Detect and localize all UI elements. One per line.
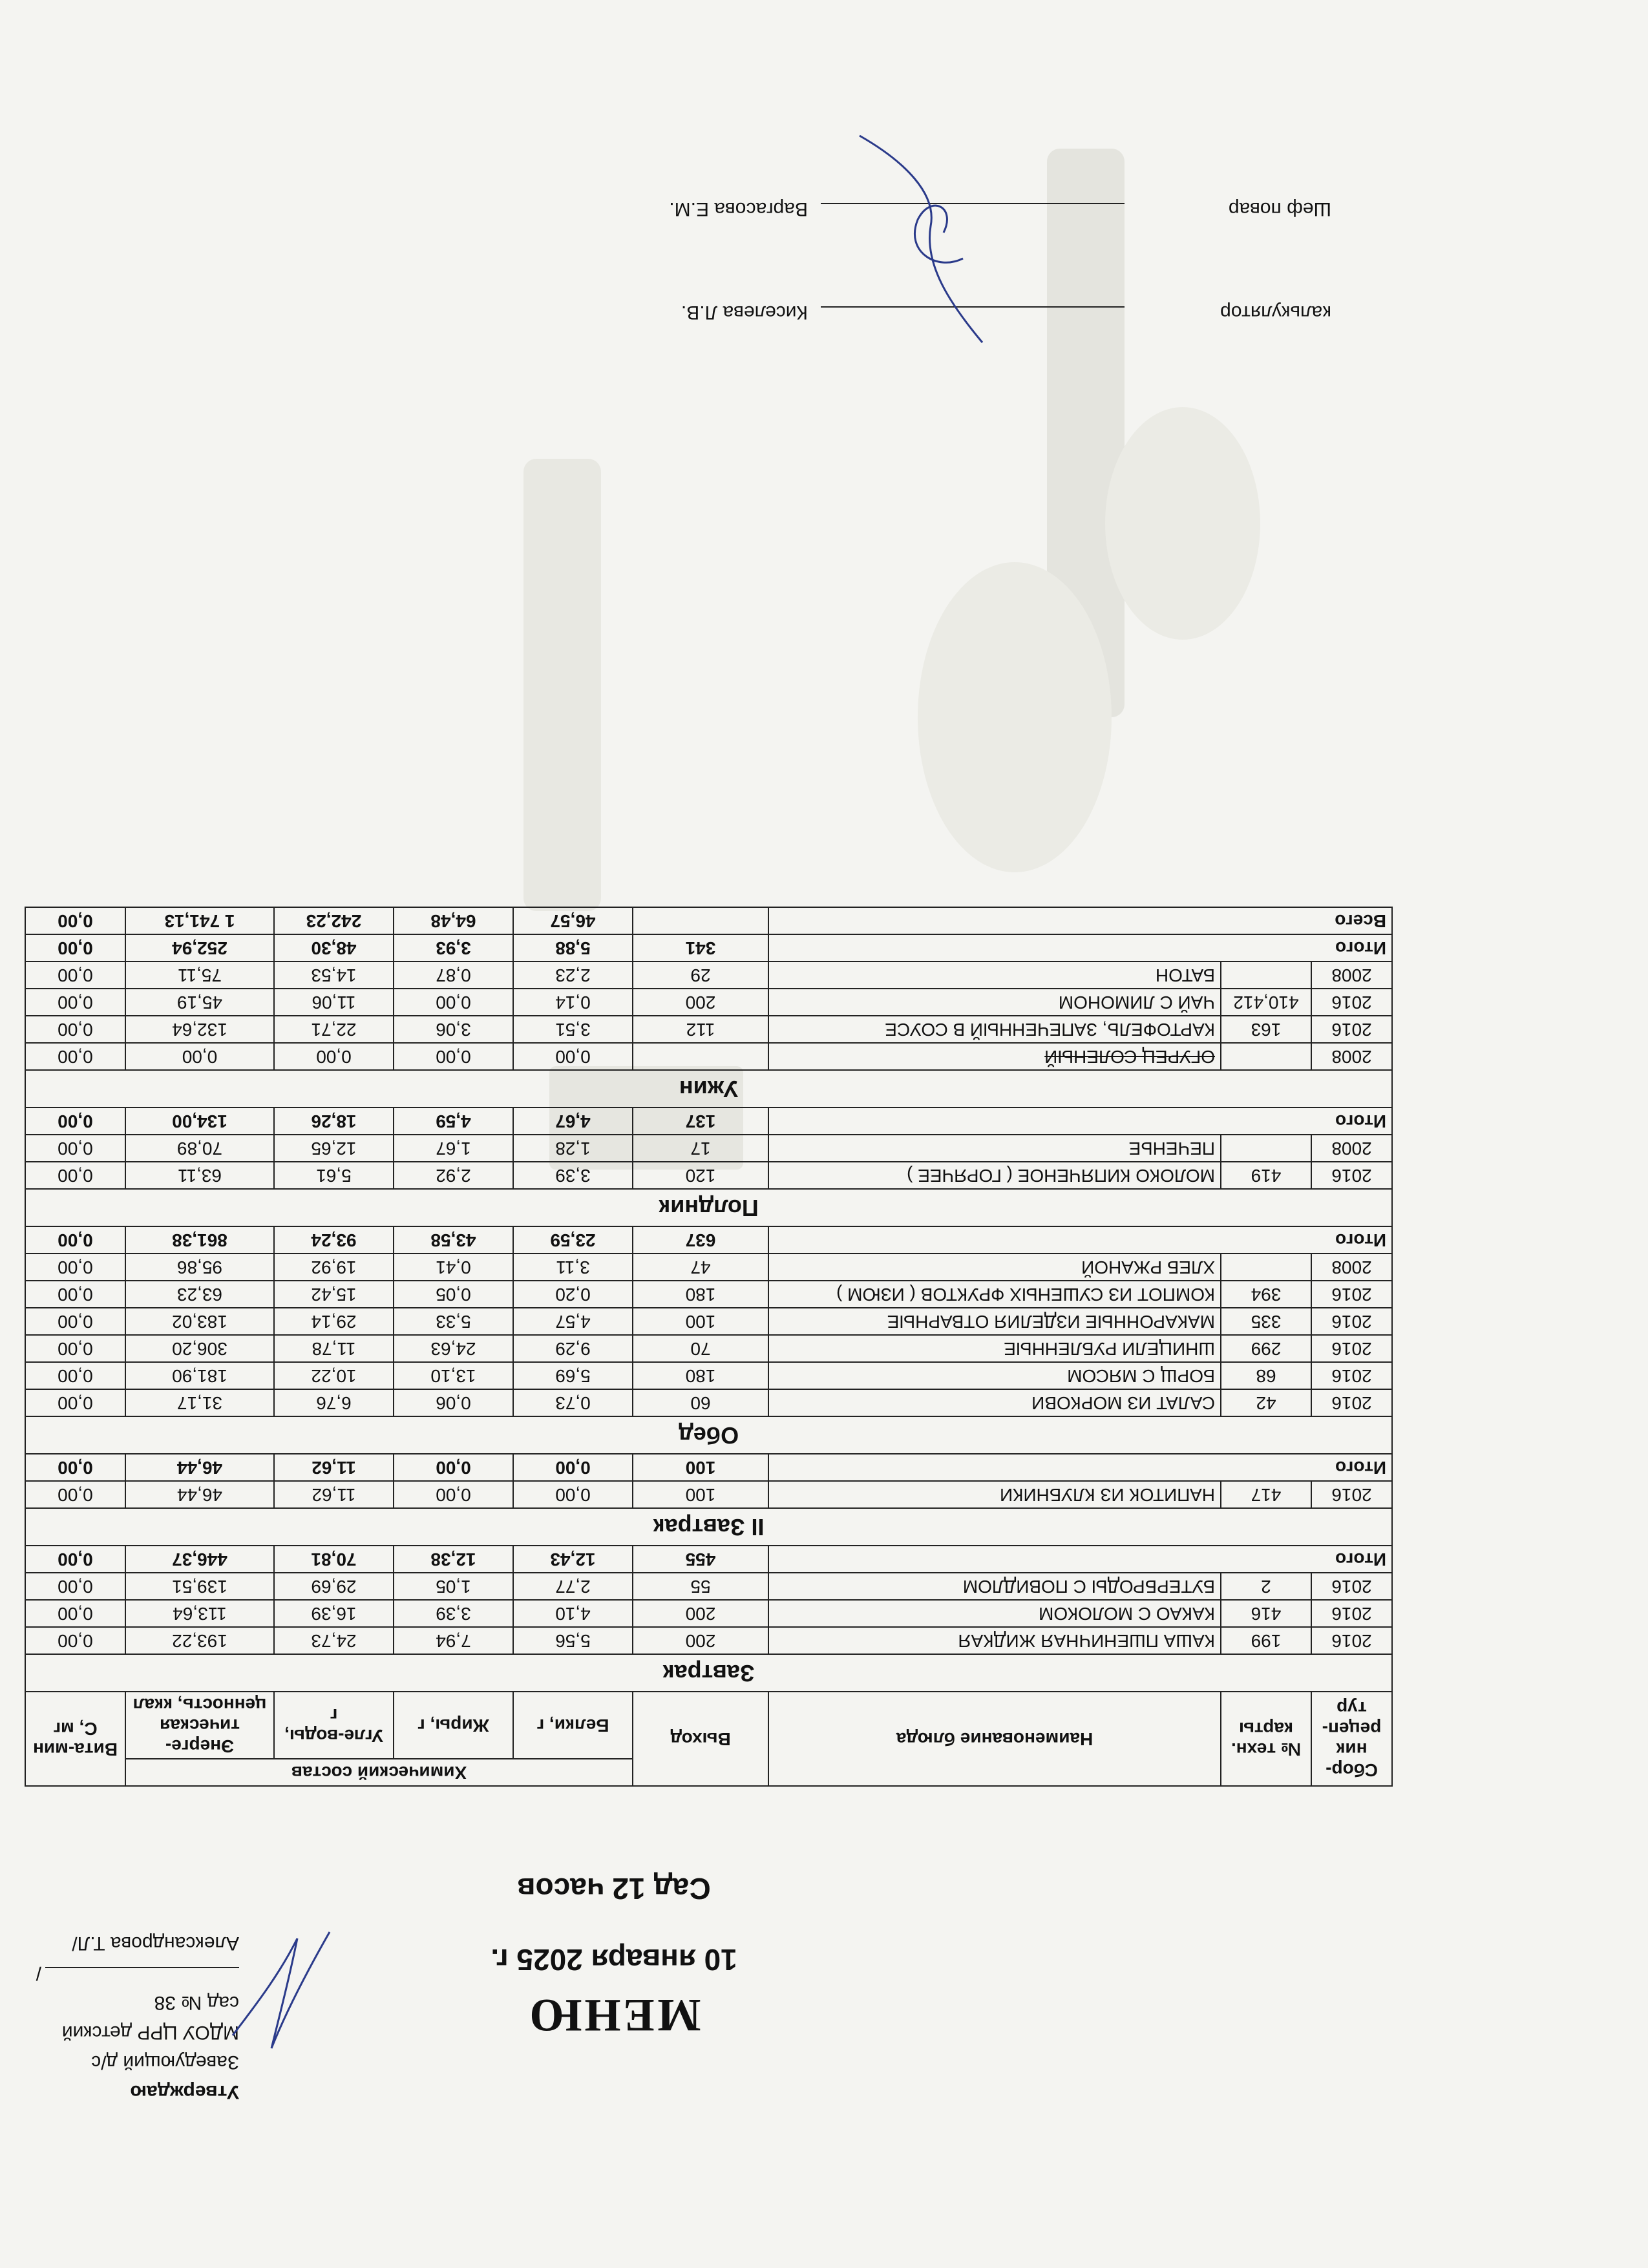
cell-yield: 120 bbox=[633, 1162, 768, 1189]
meal-title: Ужин bbox=[25, 1070, 1392, 1108]
cell-protein: 5,69 bbox=[513, 1362, 633, 1389]
cell-fat: 1,05 bbox=[394, 1573, 513, 1600]
cell-carbs: 6,76 bbox=[274, 1389, 394, 1416]
cell-carbs: 11,78 bbox=[274, 1335, 394, 1362]
cell-card: 163 bbox=[1221, 1016, 1311, 1043]
cell-dish: БАТОН bbox=[768, 961, 1221, 989]
cell-carbs: 11,62 bbox=[274, 1481, 394, 1508]
cell-energy: 70,89 bbox=[125, 1135, 274, 1162]
total-cell-carbs: 48,30 bbox=[274, 934, 394, 961]
cell-yield bbox=[633, 1043, 768, 1070]
cell-book: 2016 bbox=[1311, 1481, 1392, 1508]
grand-total-label: Всего bbox=[768, 907, 1392, 934]
cell-dish: КАРТОФЕЛЬ, ЗАПЕЧЕННЫЙ В СОУСЕ bbox=[768, 1016, 1221, 1043]
total-cell-protein: 23,59 bbox=[513, 1226, 633, 1254]
subtotal-row bbox=[25, 1108, 1392, 1135]
cell-dish: БОРЩ С МЯСОМ bbox=[768, 1362, 1221, 1389]
meal-title: Завтрак bbox=[25, 1654, 1392, 1692]
dish-row bbox=[25, 1162, 1392, 1189]
header-energy: Энерге-тическая ценность, ккал bbox=[125, 1692, 274, 1759]
approval-position: Заведующий д/с bbox=[91, 2052, 239, 2073]
signer-role: Шеф повар bbox=[1228, 198, 1331, 220]
cell-fat: 0,00 bbox=[394, 1481, 513, 1508]
subtotal-label: Итого bbox=[768, 1108, 1392, 1135]
cell-dish: МАКАРОННЫЕ ИЗДЕЛИЯ ОТВАРНЫЕ bbox=[768, 1308, 1221, 1335]
cell-card: 68 bbox=[1221, 1362, 1311, 1389]
cell-book: 2008 bbox=[1311, 1254, 1392, 1281]
cell-book: 2008 bbox=[1311, 961, 1392, 989]
signer-row bbox=[681, 301, 1331, 323]
meal-header-row bbox=[25, 1508, 1392, 1546]
cell-energy: 63,11 bbox=[125, 1162, 274, 1189]
cell-yield: 180 bbox=[633, 1281, 768, 1308]
cell-vitamin: 0,00 bbox=[25, 1481, 125, 1508]
total-cell-protein: 0,00 bbox=[513, 1454, 633, 1481]
signer-role: калькулятор bbox=[1220, 302, 1331, 323]
cell-energy: 306,20 bbox=[125, 1335, 274, 1362]
total-cell-energy: 134,00 bbox=[125, 1108, 274, 1135]
cell-book: 2008 bbox=[1311, 1043, 1392, 1070]
cell-dish: САЛАТ ИЗ МОРКОВИ bbox=[768, 1389, 1221, 1416]
total-cell-vitamin: 0,00 bbox=[25, 934, 125, 961]
cell-vitamin: 0,00 bbox=[25, 1281, 125, 1308]
cell-fat: 0,00 bbox=[394, 1043, 513, 1070]
cell-card bbox=[1221, 1135, 1311, 1162]
cell-vitamin: 0,00 bbox=[25, 961, 125, 989]
header-row bbox=[25, 1759, 1392, 1786]
total-cell-protein: 12,43 bbox=[513, 1546, 633, 1573]
dish-row bbox=[25, 1600, 1392, 1627]
header-yield: Выход bbox=[633, 1692, 768, 1786]
cell-energy: 193,22 bbox=[125, 1627, 274, 1654]
cell-dish: МОЛОКО КИПЯЧЕНОЕ ( ГОРЯЧЕЕ ) bbox=[768, 1162, 1221, 1189]
cell-protein: 4,10 bbox=[513, 1600, 633, 1627]
total-cell-fat: 12,38 bbox=[394, 1546, 513, 1573]
cell-card bbox=[1221, 1043, 1311, 1070]
menu-group: Сад 12 часов bbox=[517, 1872, 711, 1906]
header-chemical: Химический состав bbox=[125, 1759, 633, 1786]
cell-dish: БУТЕРБРОДЫ С ПОВИДЛОМ bbox=[768, 1573, 1221, 1600]
cell-energy: 45,19 bbox=[125, 989, 274, 1016]
cell-carbs: 22,71 bbox=[274, 1016, 394, 1043]
cell-carbs: 19,92 bbox=[274, 1254, 394, 1281]
cell-protein: 2,23 bbox=[513, 961, 633, 989]
subtotal-row bbox=[25, 1226, 1392, 1254]
cell-fat: 0,06 bbox=[394, 1389, 513, 1416]
total-cell-energy: 46,44 bbox=[125, 1454, 274, 1481]
cell-vitamin: 0,00 bbox=[25, 1308, 125, 1335]
total-cell-yield: 137 bbox=[633, 1108, 768, 1135]
cell-carbs: 24,73 bbox=[274, 1627, 394, 1654]
dish-row bbox=[25, 1135, 1392, 1162]
cell-vitamin: 0,00 bbox=[25, 1254, 125, 1281]
cell-vitamin: 0,00 bbox=[25, 1362, 125, 1389]
total-cell-vitamin: 0,00 bbox=[25, 1454, 125, 1481]
cell-protein: 2,77 bbox=[513, 1573, 633, 1600]
total-cell-fat: 0,00 bbox=[394, 1454, 513, 1481]
cell-fat: 0,00 bbox=[394, 989, 513, 1016]
dish-row bbox=[25, 1043, 1392, 1070]
cell-energy: 132,64 bbox=[125, 1016, 274, 1043]
cell-fat: 1,67 bbox=[394, 1135, 513, 1162]
cell-energy: 95,86 bbox=[125, 1254, 274, 1281]
page-title: МЕНЮ bbox=[527, 1990, 701, 2041]
cell-energy: 75,11 bbox=[125, 961, 274, 989]
dish-row bbox=[25, 1389, 1392, 1416]
meal-header-row bbox=[25, 1070, 1392, 1108]
total-cell-vitamin: 0,00 bbox=[25, 1108, 125, 1135]
cell-fat: 2,92 bbox=[394, 1162, 513, 1189]
cell-yield: 47 bbox=[633, 1254, 768, 1281]
grand-cell-carbs: 242,23 bbox=[274, 907, 394, 934]
cell-protein: 3,51 bbox=[513, 1016, 633, 1043]
header-fat: Жиры, г bbox=[394, 1692, 513, 1759]
approval-signature-line bbox=[45, 1967, 239, 1968]
subtotal-label: Итого bbox=[768, 1454, 1392, 1481]
total-cell-fat: 4,59 bbox=[394, 1108, 513, 1135]
cell-carbs: 5,61 bbox=[274, 1162, 394, 1189]
meal-header-row bbox=[25, 1189, 1392, 1226]
cell-vitamin: 0,00 bbox=[25, 989, 125, 1016]
approval-signature-icon bbox=[220, 1919, 343, 2055]
cell-fat: 0,87 bbox=[394, 961, 513, 989]
cell-fat: 0,41 bbox=[394, 1254, 513, 1281]
cell-card: 410,412 bbox=[1221, 989, 1311, 1016]
cell-fat: 24,63 bbox=[394, 1335, 513, 1362]
total-cell-yield: 455 bbox=[633, 1546, 768, 1573]
total-cell-vitamin: 0,00 bbox=[25, 1226, 125, 1254]
cell-yield: 200 bbox=[633, 1627, 768, 1654]
dish-row bbox=[25, 1254, 1392, 1281]
total-cell-fat: 3,93 bbox=[394, 934, 513, 961]
cell-book: 2016 bbox=[1311, 1389, 1392, 1416]
cell-vitamin: 0,00 bbox=[25, 1573, 125, 1600]
total-cell-carbs: 18,26 bbox=[274, 1108, 394, 1135]
cell-dish: ШНИЦЕЛИ РУБЛЕННЫЕ bbox=[768, 1335, 1221, 1362]
cell-book: 2016 bbox=[1311, 1335, 1392, 1362]
cell-card: 2 bbox=[1221, 1573, 1311, 1600]
cell-energy: 46,44 bbox=[125, 1481, 274, 1508]
total-cell-energy: 861,38 bbox=[125, 1226, 274, 1254]
header-vitamin: Вита-мин С, мг bbox=[25, 1692, 125, 1786]
cell-protein: 3,11 bbox=[513, 1254, 633, 1281]
cell-dish: КАКАО С МОЛОКОМ bbox=[768, 1600, 1221, 1627]
header-dish: Наименование блюда bbox=[768, 1692, 1221, 1786]
meal-title: Полдник bbox=[25, 1189, 1392, 1226]
cell-energy: 63,23 bbox=[125, 1281, 274, 1308]
cell-energy: 31,17 bbox=[125, 1389, 274, 1416]
meal-header-row bbox=[25, 1654, 1392, 1692]
subtotal-row bbox=[25, 1454, 1392, 1481]
cell-fat: 3,39 bbox=[394, 1600, 513, 1627]
cell-energy: 139,51 bbox=[125, 1573, 274, 1600]
dish-row bbox=[25, 1362, 1392, 1389]
cell-fat: 5,33 bbox=[394, 1308, 513, 1335]
cell-card: 42 bbox=[1221, 1389, 1311, 1416]
cell-carbs: 14,53 bbox=[274, 961, 394, 989]
total-cell-energy: 252,94 bbox=[125, 934, 274, 961]
cell-yield: 180 bbox=[633, 1362, 768, 1389]
grand-cell-protein: 46,57 bbox=[513, 907, 633, 934]
signer-name: Варгасова Е.М. bbox=[669, 198, 808, 220]
cell-card: 335 bbox=[1221, 1308, 1311, 1335]
cell-protein: 0,14 bbox=[513, 989, 633, 1016]
cell-vitamin: 0,00 bbox=[25, 1627, 125, 1654]
cell-card: 417 bbox=[1221, 1481, 1311, 1508]
cell-carbs: 11,06 bbox=[274, 989, 394, 1016]
total-cell-protein: 5,88 bbox=[513, 934, 633, 961]
total-cell-yield: 341 bbox=[633, 934, 768, 961]
approval-organization: МДОУ ЦРР детский сад № 38 bbox=[61, 1992, 239, 2043]
cell-dish: ПЕЧЕНЬЕ bbox=[768, 1135, 1221, 1162]
header-book: Сбор-ник рецеп-тур bbox=[1311, 1692, 1392, 1786]
dish-row bbox=[25, 1481, 1392, 1508]
cell-yield: 200 bbox=[633, 989, 768, 1016]
cell-book: 2016 bbox=[1311, 1627, 1392, 1654]
dish-row bbox=[25, 989, 1392, 1016]
dish-row bbox=[25, 1308, 1392, 1335]
cell-vitamin: 0,00 bbox=[25, 1043, 125, 1070]
cell-card: 416 bbox=[1221, 1600, 1311, 1627]
cell-energy: 183,02 bbox=[125, 1308, 274, 1335]
dish-row bbox=[25, 1335, 1392, 1362]
cell-vitamin: 0,00 bbox=[25, 1335, 125, 1362]
cell-book: 2016 bbox=[1311, 1600, 1392, 1627]
cell-fat: 7,94 bbox=[394, 1627, 513, 1654]
cell-energy: 181,90 bbox=[125, 1362, 274, 1389]
subtotal-label: Итого bbox=[768, 1546, 1392, 1573]
cell-book: 2016 bbox=[1311, 1573, 1392, 1600]
cell-protein: 4,57 bbox=[513, 1308, 633, 1335]
cell-yield: 17 bbox=[633, 1135, 768, 1162]
cell-vitamin: 0,00 bbox=[25, 1162, 125, 1189]
cell-carbs: 0,00 bbox=[274, 1043, 394, 1070]
cell-card: 394 bbox=[1221, 1281, 1311, 1308]
cell-yield: 60 bbox=[633, 1389, 768, 1416]
cell-carbs: 29,14 bbox=[274, 1308, 394, 1335]
cell-energy: 0,00 bbox=[125, 1043, 274, 1070]
subtotal-label: Итого bbox=[768, 1226, 1392, 1254]
cell-vitamin: 0,00 bbox=[25, 1600, 125, 1627]
cell-yield: 100 bbox=[633, 1308, 768, 1335]
cell-fat: 13,10 bbox=[394, 1362, 513, 1389]
total-cell-yield: 637 bbox=[633, 1226, 768, 1254]
cell-card: 199 bbox=[1221, 1627, 1311, 1654]
subtotal-row bbox=[25, 1546, 1392, 1573]
meal-title: II Завтрак bbox=[25, 1508, 1392, 1546]
meal-header-row bbox=[25, 1416, 1392, 1454]
dish-row bbox=[25, 1573, 1392, 1600]
total-cell-fat: 43,58 bbox=[394, 1226, 513, 1254]
cell-carbs: 29,69 bbox=[274, 1573, 394, 1600]
cell-card: 419 bbox=[1221, 1162, 1311, 1189]
subtotal-row bbox=[25, 934, 1392, 961]
cell-book: 2016 bbox=[1311, 1016, 1392, 1043]
menu-table bbox=[25, 907, 1393, 1787]
signer-name: Киселева Л.В. bbox=[681, 302, 808, 323]
cell-carbs: 16,39 bbox=[274, 1600, 394, 1627]
cell-protein: 9,29 bbox=[513, 1335, 633, 1362]
cell-book: 2016 bbox=[1311, 1362, 1392, 1389]
header-card: № техн. карты bbox=[1221, 1692, 1311, 1786]
cell-book: 2016 bbox=[1311, 1162, 1392, 1189]
grand-cell-vitamin: 0,00 bbox=[25, 907, 125, 934]
approval-block bbox=[26, 1928, 239, 2106]
approval-name: /Александрова Т.Л/ bbox=[36, 1933, 239, 1984]
cell-yield: 112 bbox=[633, 1016, 768, 1043]
cell-fat: 3,06 bbox=[394, 1016, 513, 1043]
cell-carbs: 15,42 bbox=[274, 1281, 394, 1308]
cell-dish: ЧАЙ С ЛИМОНОМ bbox=[768, 989, 1221, 1016]
cell-vitamin: 0,00 bbox=[25, 1135, 125, 1162]
cell-yield: 100 bbox=[633, 1481, 768, 1508]
grand-cell-fat: 64,48 bbox=[394, 907, 513, 934]
cell-protein: 5,56 bbox=[513, 1627, 633, 1654]
grand-total-row bbox=[25, 907, 1392, 934]
signer-signature-icon bbox=[840, 123, 1002, 355]
cell-yield: 29 bbox=[633, 961, 768, 989]
cell-protein: 0,00 bbox=[513, 1043, 633, 1070]
cell-card bbox=[1221, 961, 1311, 989]
cell-book: 2016 bbox=[1311, 1281, 1392, 1308]
cell-book: 2016 bbox=[1311, 1308, 1392, 1335]
cell-vitamin: 0,00 bbox=[25, 1389, 125, 1416]
meal-title: Обед bbox=[25, 1416, 1392, 1454]
total-cell-yield: 100 bbox=[633, 1454, 768, 1481]
total-cell-energy: 446,37 bbox=[125, 1546, 274, 1573]
cell-dish: КОМПОТ ИЗ СУШЕНЫХ ФРУКТОВ ( ИЗЮМ ) bbox=[768, 1281, 1221, 1308]
total-cell-carbs: 70,81 bbox=[274, 1546, 394, 1573]
total-cell-vitamin: 0,00 bbox=[25, 1546, 125, 1573]
subtotal-label: Итого bbox=[768, 934, 1392, 961]
dish-row bbox=[25, 1016, 1392, 1043]
cell-book: 2008 bbox=[1311, 1135, 1392, 1162]
cell-card: 299 bbox=[1221, 1335, 1311, 1362]
header-carbs: Угле-воды, г bbox=[274, 1692, 394, 1759]
cell-dish: НАПИТОК ИЗ КЛУБНИКИ bbox=[768, 1481, 1221, 1508]
approval-heading: Утверждаю bbox=[130, 2081, 239, 2103]
cell-protein: 0,00 bbox=[513, 1481, 633, 1508]
cell-yield: 55 bbox=[633, 1573, 768, 1600]
cell-book: 2016 bbox=[1311, 989, 1392, 1016]
cell-protein: 0,73 bbox=[513, 1389, 633, 1416]
total-cell-carbs: 11,62 bbox=[274, 1454, 394, 1481]
total-cell-protein: 4,67 bbox=[513, 1108, 633, 1135]
cell-energy: 113,64 bbox=[125, 1600, 274, 1627]
cell-vitamin: 0,00 bbox=[25, 1016, 125, 1043]
dish-row bbox=[25, 1627, 1392, 1654]
cell-card bbox=[1221, 1254, 1311, 1281]
dish-row bbox=[25, 1281, 1392, 1308]
cell-protein: 1,28 bbox=[513, 1135, 633, 1162]
header-protein: Белки, г bbox=[513, 1692, 633, 1759]
cell-carbs: 10,22 bbox=[274, 1362, 394, 1389]
dish-row bbox=[25, 961, 1392, 989]
cell-carbs: 12,65 bbox=[274, 1135, 394, 1162]
cell-protein: 0,20 bbox=[513, 1281, 633, 1308]
menu-body bbox=[25, 907, 1392, 1692]
cell-fat: 0,05 bbox=[394, 1281, 513, 1308]
grand-cell-yield bbox=[633, 907, 768, 934]
grand-cell-energy: 1 741,13 bbox=[125, 907, 274, 934]
menu-date: 10 января 2025 г. bbox=[491, 1943, 737, 1977]
total-cell-carbs: 93,24 bbox=[274, 1226, 394, 1254]
cell-yield: 70 bbox=[633, 1335, 768, 1362]
cell-dish: ХЛЕБ РЖАНОЙ bbox=[768, 1254, 1221, 1281]
cell-yield: 200 bbox=[633, 1600, 768, 1627]
cell-dish: КАША ПШЕНИЧНАЯ ЖИДКАЯ bbox=[768, 1627, 1221, 1654]
cell-dish: ОГУРЕЦ СОЛЕНЫЙ bbox=[768, 1043, 1221, 1070]
cell-protein: 3,39 bbox=[513, 1162, 633, 1189]
